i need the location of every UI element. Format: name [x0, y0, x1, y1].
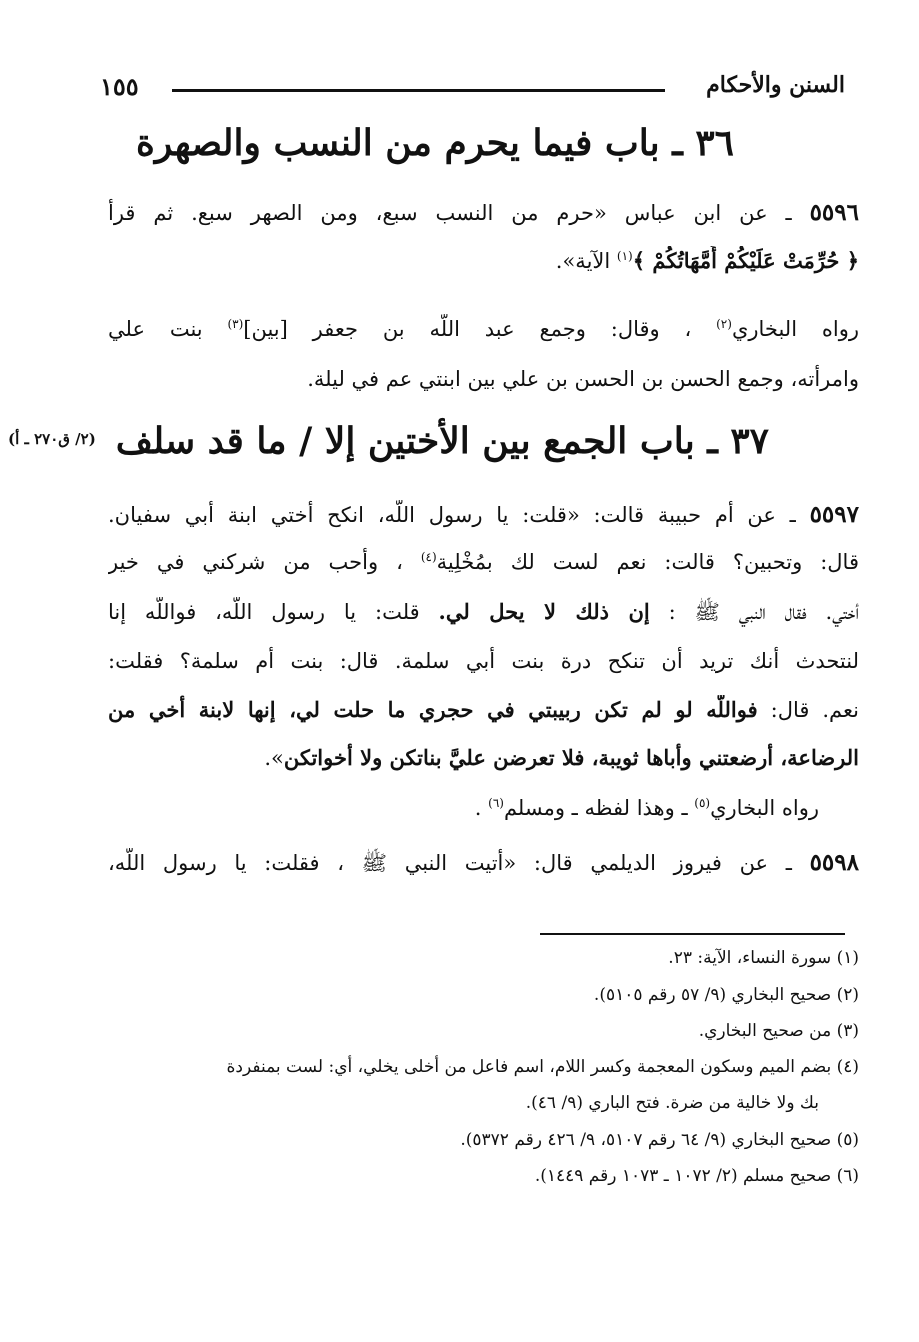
hadith-text: رواه البخاري — [710, 796, 819, 820]
hadith-5596-line-3 — [108, 314, 859, 344]
footnote-rule — [540, 933, 845, 935]
footnote-1: (١) سورة النساء، الآية: ٢٣. — [668, 948, 859, 968]
quran-verse: ﴿ حُرِّمَتْ عَلَيْكُمْ أُمَّهَاتُكُمْ ﴾ — [632, 248, 859, 273]
footnote-2: (٢) صحيح البخاري (٩/ ٥٧ رقم ٥١٠٥). — [593, 985, 859, 1005]
hadith-5597-line-3 — [108, 597, 859, 627]
hadith-text: رواه البخاري — [731, 317, 859, 341]
hadith-text: بنت علي — [108, 317, 228, 341]
hadith-text: ـ عن أم حبيبة قالت: «قلت: يا رسول اللَّه، انكح أختي ابنة أبي سفيان. — [108, 503, 796, 527]
prophetic-saying: فواللَّه لو لم تكن ربيبتي في حجري ما حلت لي، إنها لابنة أخي من — [108, 697, 758, 722]
hadith-text: نعم. قال: — [757, 698, 859, 722]
hadith-text: قال: وتحبين؟ قالت: نعم لست لك بمُخْلِية — [436, 550, 859, 574]
hadith-text: ـ وهذا لفظه ـ ومسلم — [503, 796, 695, 820]
page-number: ١٥٥ — [100, 72, 139, 101]
page-header — [100, 72, 845, 106]
footnote-3: (٣) من صحيح البخاري. — [698, 1021, 859, 1041]
hadith-text: ، وقال: وجمع عبد اللَّه بن جعفر [بين] — [243, 317, 717, 341]
footnote-4-continued: بك ولا خالية من ضرة. فتح الباري (٩/ ٤٦). — [525, 1093, 819, 1113]
running-title: السنن والأحكام — [706, 72, 845, 98]
header-rule — [172, 89, 665, 92]
hadith-text: ـ عن ابن عباس «حرم من النسب سبع، ومن الصهر سبع. ثم قرأ — [108, 201, 792, 225]
footnote-4: (٤) بضم الميم وسكون المعجمة وكسر اللام، اسم فاعل من أخلى يخلي، أي: لست بمنفردة — [226, 1057, 859, 1077]
footnote-marker: (٢) — [716, 317, 732, 331]
chapter-heading-37: ٣٧ ـ باب الجمع بين الأختين إلا / ما قد سلف — [115, 420, 769, 462]
hadith-text: ـ عن فيروز الديلمي قال: «أتيت النبي ﷺ ، فقلت: يا رسول اللَّه، — [108, 851, 792, 875]
hadith-number: ٥٥٩٧ — [809, 501, 859, 528]
hadith-5597-line-6 — [264, 743, 859, 773]
hadith-5597-line-7 — [475, 793, 819, 823]
footnote-marker: (٤) — [420, 550, 437, 564]
hadith-5596-line-4: وامرأته، وجمع الحسن بن الحسن بن علي بين ابنتي عم في ليلة. — [307, 367, 859, 391]
footnote-6: (٦) صحيح مسلم (٢/ ١٠٧٢ ـ ١٠٧٣ رقم ١٤٤٩). — [534, 1166, 859, 1186]
hadith-5596-line-2 — [556, 246, 859, 276]
chapter-heading-36: ٣٦ ـ باب فيما يحرم من النسب والصهرة — [136, 122, 734, 164]
hadith-text: ، وأحب من شركني في خير — [108, 550, 421, 574]
prophetic-saying: الرضاعة، أرضعتني وأباها ثويبة، فلا تعرضن عليَّ بناتكن ولا أخواتكن — [283, 745, 859, 770]
prophetic-saying: إن ذلك لا يحل لي. — [438, 599, 650, 624]
footnote-marker: (١) — [616, 249, 633, 263]
footnote-marker: (٣) — [227, 317, 244, 331]
hadith-5597-line-4: لنتحدث أنك تريد أن تنكح درة بنت أبي سلمة. قال: بنت أم سلمة؟ فقلت: — [108, 649, 859, 673]
hadith-number: ٥٥٩٨ — [809, 849, 859, 876]
hadith-text: . — [474, 796, 489, 820]
footnote-5: (٥) صحيح البخاري (٩/ ٦٤ رقم ٥١٠٧، ٩/ ٤٢٦ رقم ٥٣٧٢). — [460, 1130, 859, 1150]
hadith-text: قلت: يا رسول اللَّه، فواللَّه إنا — [108, 600, 439, 624]
hadith-5597-line-5 — [108, 695, 859, 725]
hadith-5596-line-1 — [108, 198, 859, 228]
hadith-5598-line-1 — [108, 848, 859, 878]
hadith-number: ٥٥٩٦ — [809, 199, 859, 226]
footnote-marker: (٦) — [488, 796, 504, 810]
hadith-text: الآية». — [555, 249, 617, 273]
footnote-marker: (٥) — [694, 796, 711, 810]
hadith-text: ». — [264, 746, 284, 770]
manuscript-margin-note: (٢/ ق٢٧٠ ـ أ) — [8, 430, 96, 448]
hadith-text: أختي. فقال النبي ﷺ : — [649, 600, 859, 624]
hadith-5597-line-1 — [108, 500, 859, 530]
hadith-5597-line-2 — [108, 547, 859, 577]
